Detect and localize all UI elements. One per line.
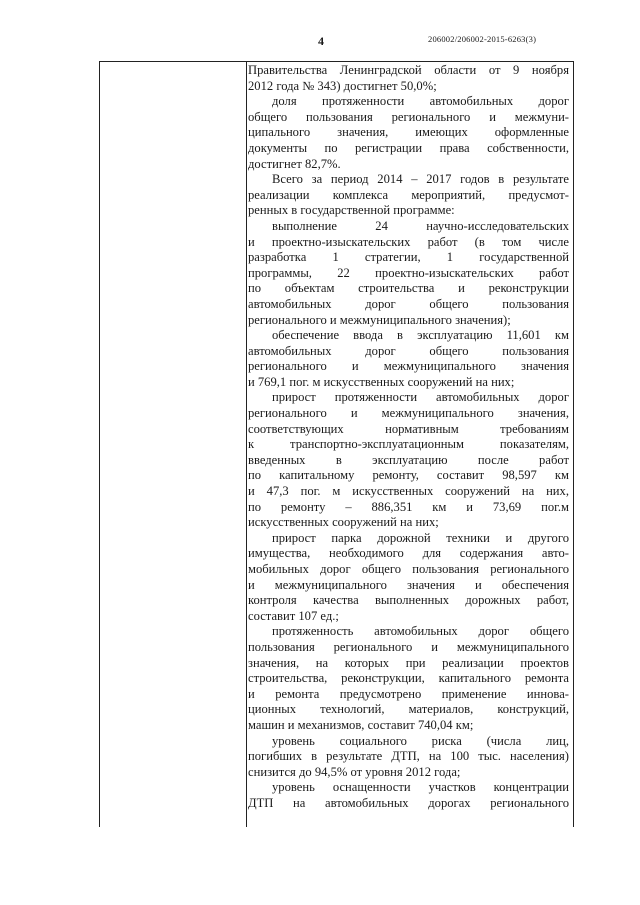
text-line: ционных технологий, материалов, конструкций,: [248, 702, 569, 717]
text-line: разработка 1 стратегии, 1 государственной: [248, 250, 569, 265]
text-line: к транспортно-эксплуатационным показателям,: [248, 437, 569, 452]
text-line: и ремонта предусмотрено применение иннова-: [248, 686, 569, 701]
text-line: Правительства Ленинградской области от 9 ноября: [248, 63, 569, 77]
text-line: прирост парка дорожной техники и другого: [272, 530, 569, 545]
text-line: выполнение 24 научно-исследовательских: [272, 218, 569, 233]
text-line: строительства, реконструкции, капитального ремонта: [248, 671, 569, 686]
text-line: снизится до 94,5% от уровня 2012 года;: [248, 764, 461, 779]
text-line: искусственных сооружений на них;: [248, 515, 439, 530]
text-line: достигнет 82,7%.: [248, 156, 341, 171]
text-line: соответствующих нормативным требованиям: [248, 421, 569, 436]
text-line: программы, 22 проектно-изыскательских работ: [248, 265, 569, 280]
column-divider: [246, 62, 247, 827]
text-line: регионального и межмуниципального значения);: [248, 312, 511, 327]
text-line: контроля качества выполненных дорожных работ,: [248, 593, 569, 608]
text-line: доля протяженности автомобильных дорог: [272, 94, 569, 109]
text-line: машин и механизмов, составит 740,04 км;: [248, 717, 474, 732]
text-line: документы по регистрации права собственности,: [248, 140, 569, 155]
text-line: и межмуниципального значения и обеспечения: [248, 577, 569, 592]
text-line: регионального и межмуниципального значения: [248, 359, 569, 374]
text-line: составит 107 ед.;: [248, 608, 339, 623]
text-line: 2012 года № 343) достигнет 50,0%;: [248, 78, 437, 93]
text-line: обеспечение ввода в эксплуатацию 11,601 км: [272, 328, 569, 343]
page-number: 4: [318, 34, 324, 48]
text-line: Всего за период 2014 – 2017 годов в результате: [272, 172, 569, 187]
text-line: уровень социального риска (числа лиц,: [272, 733, 569, 748]
text-line: автомобильных дорог общего пользования: [248, 296, 569, 311]
text-line: значения, на которых при реализации проектов: [248, 655, 569, 670]
text-line: общего пользования регионального и межмуни-: [248, 109, 569, 124]
text-line: погибших в результате ДТП, на 100 тыс. населения): [248, 749, 569, 764]
text-line: введенных в эксплуатацию после работ: [248, 452, 569, 467]
text-line: и 47,3 пог. м искусственных сооружений на них,: [248, 484, 569, 499]
text-line: по капитальному ремонту, составит 98,597 км: [248, 468, 569, 483]
text-line: уровень оснащенности участков концентрации: [272, 780, 569, 795]
text-line: и проектно-изыскательских работ (в том числе: [248, 234, 569, 249]
text-line: реализации комплекса мероприятий, предусмот-: [248, 187, 569, 202]
text-column: [248, 63, 569, 812]
text-line: ДТП на автомобильных дорогах регионального: [248, 795, 569, 810]
text-line: по объектам строительства и реконструкции: [248, 281, 569, 296]
text-line: ренных в государственной программе:: [248, 203, 455, 218]
document-code: 206002/206002-2015-6263(3): [428, 34, 537, 44]
text-line: протяженность автомобильных дорог общего: [272, 624, 569, 639]
text-line: регионального и межмуниципального значения,: [248, 406, 569, 421]
text-line: пользования регионального и межмуниципального: [248, 639, 569, 654]
text-line: прирост протяженности автомобильных дорог: [272, 390, 569, 405]
text-line: мобильных дорог общего пользования регионального: [248, 562, 569, 576]
text-line: ципального значения, имеющих оформленные: [248, 125, 569, 140]
text-line: автомобильных дорог общего пользования: [248, 343, 569, 358]
text-line: и 769,1 пог. м искусственных сооружений на них;: [248, 374, 515, 389]
text-line: имущества, необходимого для содержания авто-: [248, 546, 569, 561]
text-line: по ремонту – 886,351 км и 73,69 пог.м: [248, 499, 569, 514]
